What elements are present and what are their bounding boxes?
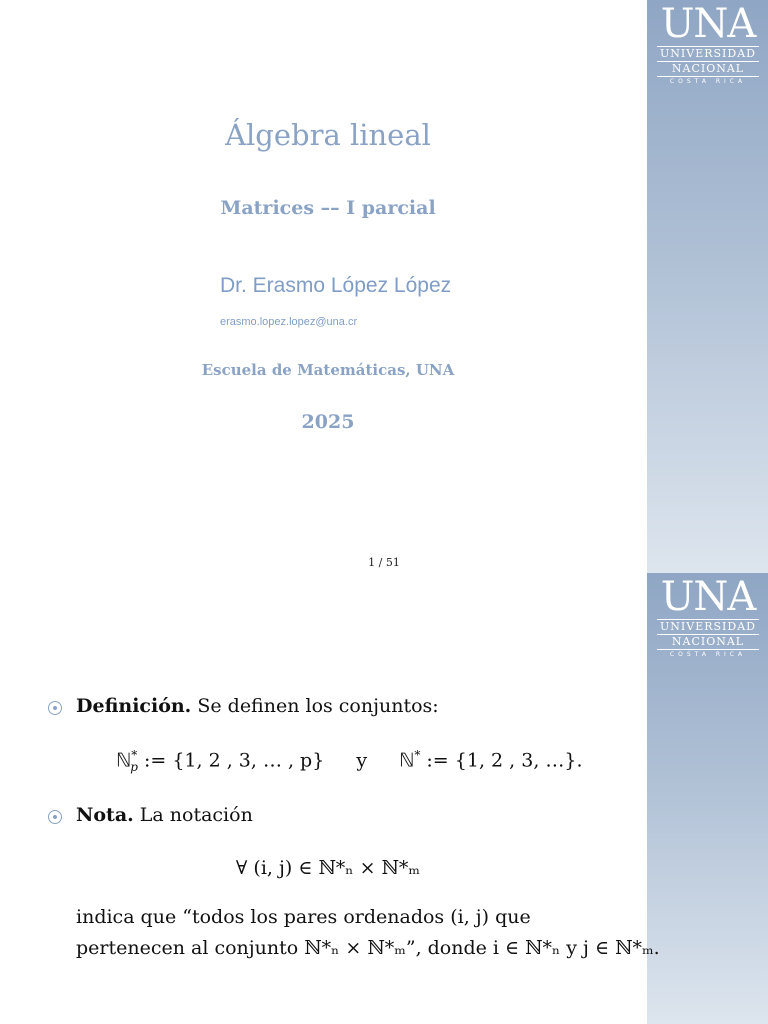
definition-text: Se definen los conjuntos: (191, 695, 439, 717)
note-formula: ∀ (i, j) ∈ ℕ*ₙ × ℕ*ₘ (235, 857, 421, 879)
institution: Escuela de Matemáticas, UNA (201, 361, 455, 379)
logo-text: UNA (660, 574, 756, 620)
author-name: Dr. Erasmo López López (220, 274, 452, 297)
definition-label: Definición. (76, 695, 192, 717)
formula-np: {1, 2 , 3, … , p} (172, 749, 325, 772)
content-slide (0, 573, 768, 1024)
note-text: La notación (133, 804, 253, 826)
logo-line-2: NACIONAL (657, 61, 759, 76)
bullet-icon (48, 701, 62, 715)
formula-and: y (356, 749, 368, 772)
note-explanation-line-1: indica que “todos los pares ordenados (i, j) que (76, 906, 531, 928)
presentation-title: Álgebra lineal (225, 118, 431, 152)
logo-line-3: COSTA RICA (657, 649, 759, 659)
sidebar-panel (647, 0, 768, 573)
definition-formula: ℕ*$_p$ := {1, 2 , 3, … , p} y ℕ* := {1, 2 , 3, …}. (116, 748, 583, 775)
presentation-subtitle: Matrices –– I parcial (220, 197, 436, 219)
una-logo (655, 2, 761, 88)
sidebar-panel (647, 573, 768, 1024)
logo-line-1: UNIVERSIDAD (657, 619, 759, 634)
note-item (76, 804, 253, 826)
author-email: erasmo.lopez.lopez@una.cr (220, 316, 358, 328)
definition-item (76, 695, 439, 717)
logo-line-1: UNIVERSIDAD (657, 46, 759, 61)
note-explanation-line-2: pertenecen al conjunto ℕ*ₙ × ℕ*ₘ”, donde i ∈ ℕ*ₙ y j ∈ ℕ*ₘ. (76, 937, 660, 959)
formula-n: {1, 2 , 3, …}. (454, 749, 583, 772)
logo-line-3: COSTA RICA (657, 76, 759, 86)
page-number: 1 / 51 (368, 556, 400, 569)
logo-text: UNA (660, 1, 756, 47)
bullet-icon (48, 810, 62, 824)
una-logo (655, 575, 761, 661)
logo-line-2: NACIONAL (657, 634, 759, 649)
note-label: Nota. (76, 804, 134, 826)
presentation-date: 2025 (301, 411, 355, 433)
